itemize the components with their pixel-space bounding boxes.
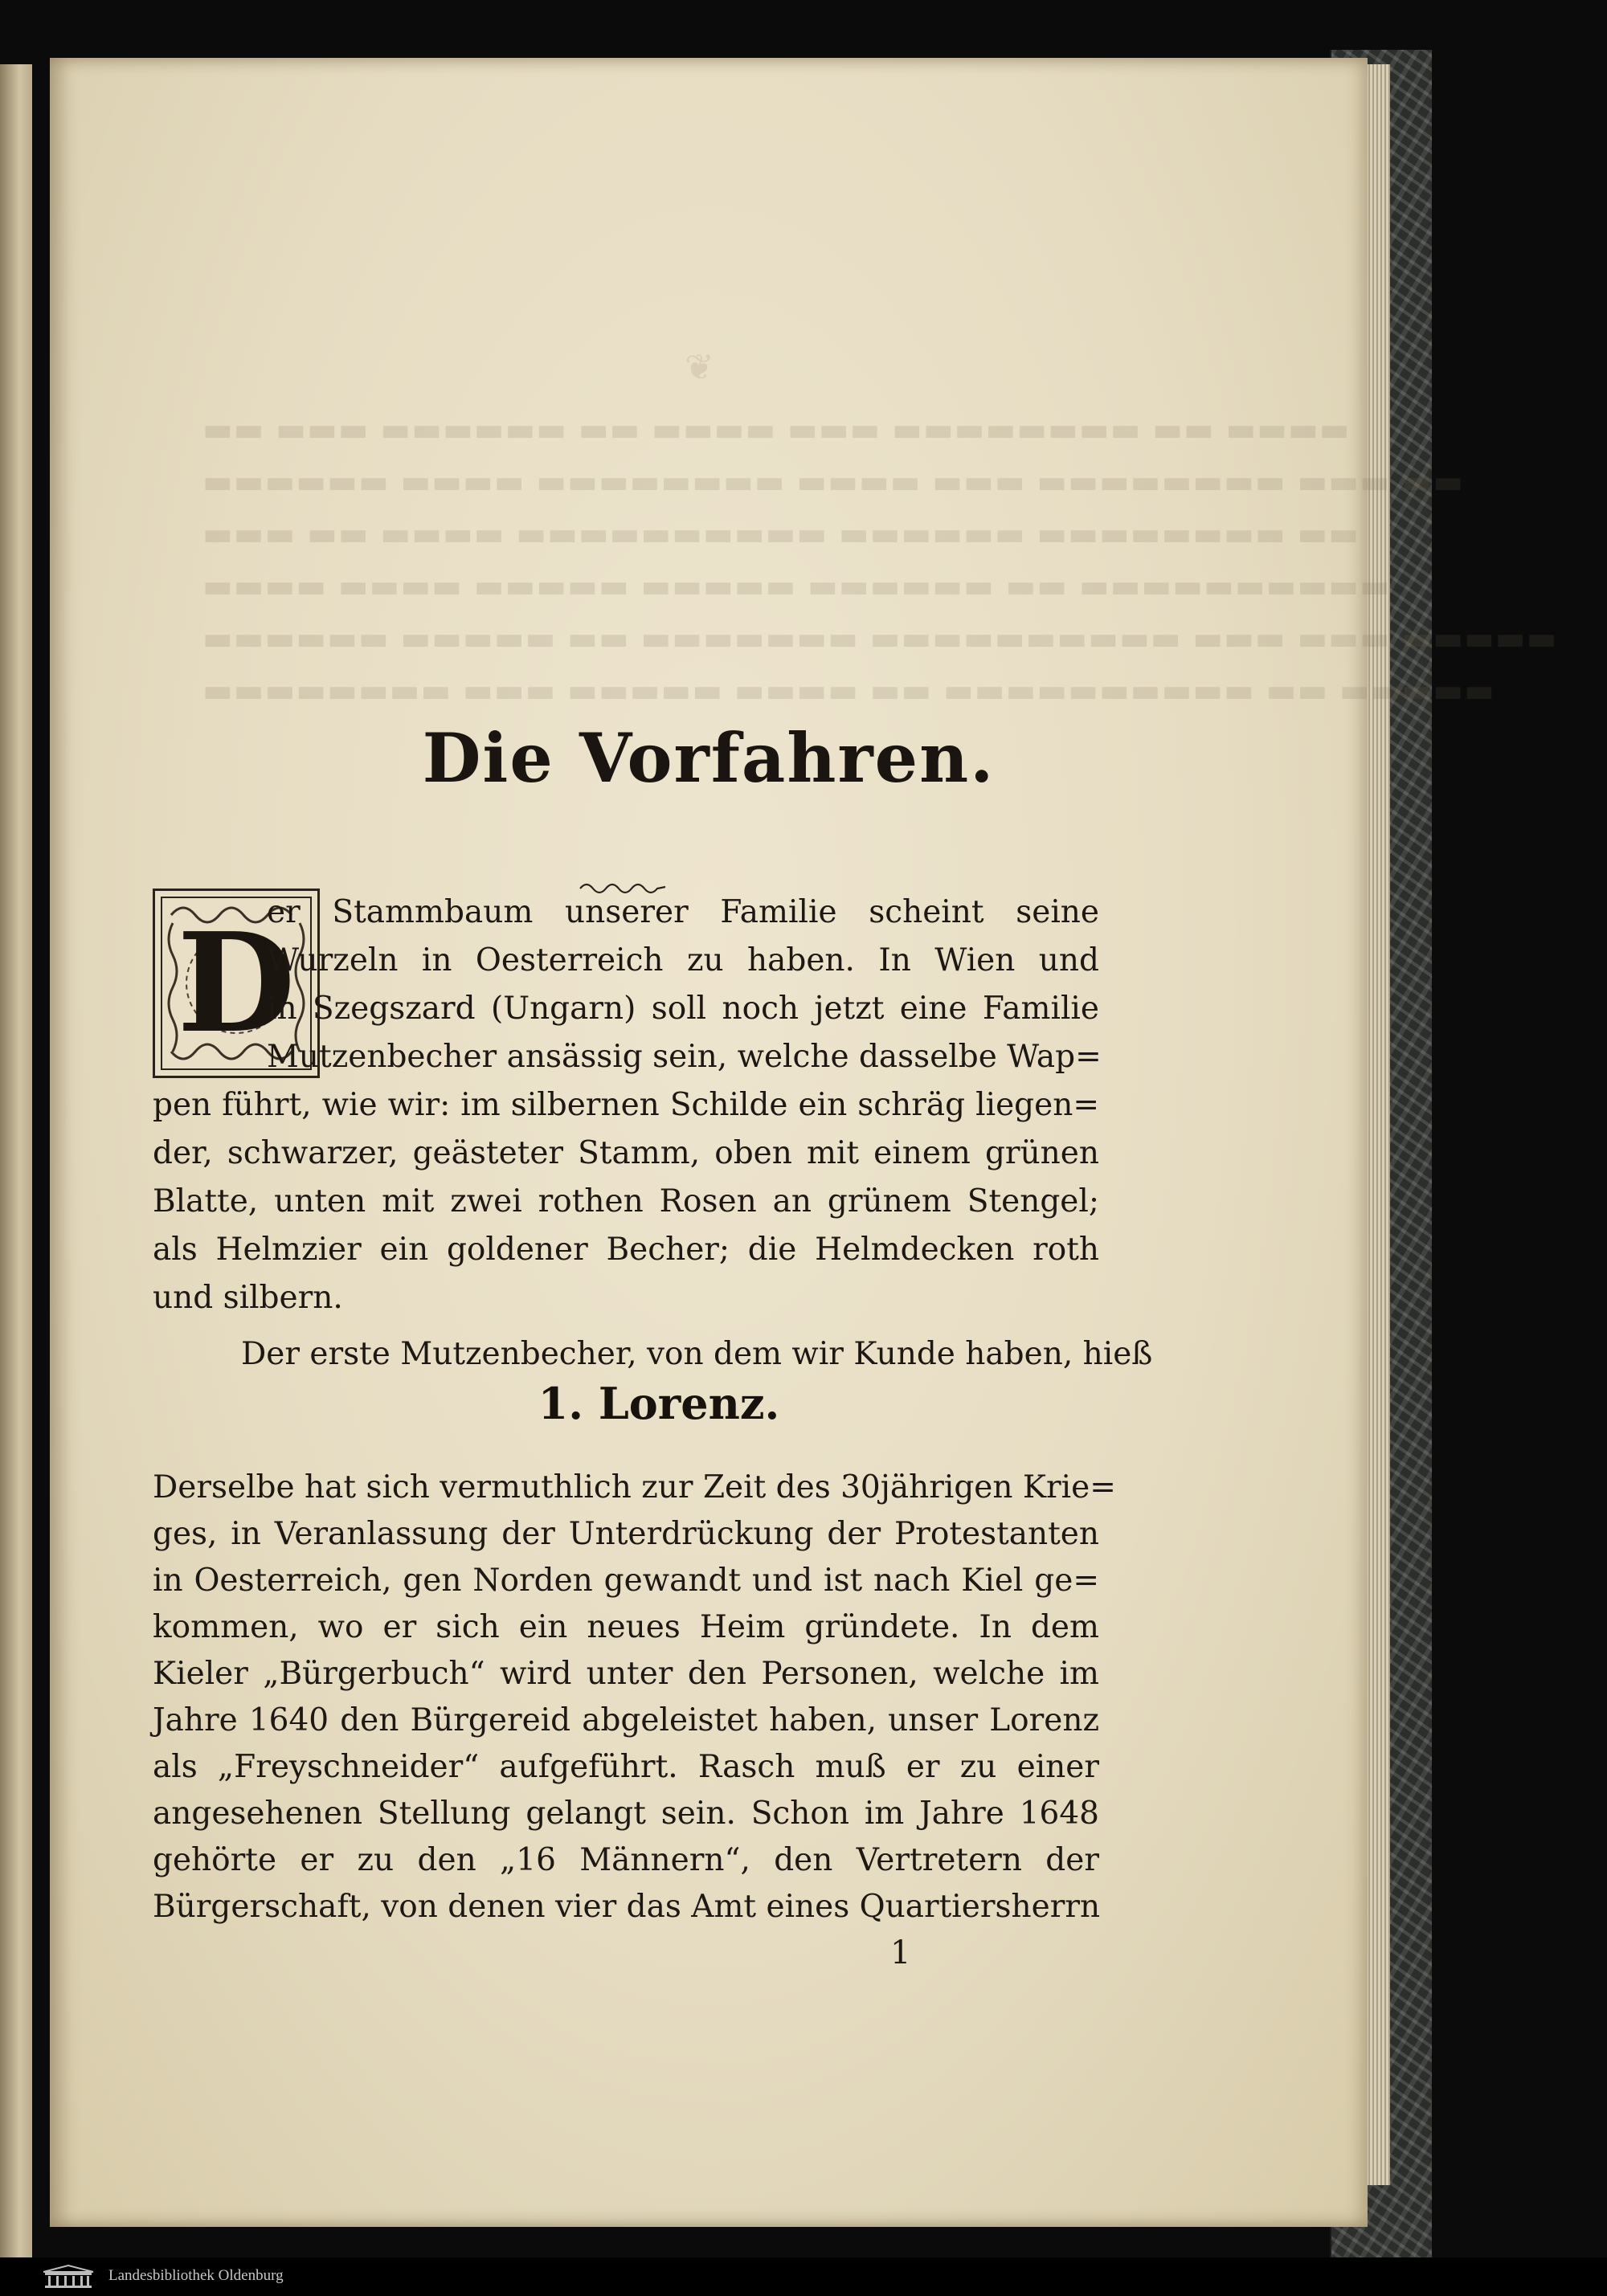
show-through-text: ▬▬ ▬▬▬ ▬▬▬▬▬▬ ▬▬ ▬▬▬▬ ▬▬▬ ▬▬▬▬▬▬▬▬ ▬▬ ▬▬▬▬ xyxy=(202,411,1351,448)
show-through-text: ▬▬▬▬ ▬▬▬▬ ▬▬▬▬▬ ▬▬▬▬▬ ▬▬▬▬▬▬ ▬▬ ▬▬▬▬▬▬▬▬▬▬ xyxy=(202,568,1391,605)
text-line: als „Freyschneider“ aufgeführt. Rasch muß er zu einer xyxy=(153,1749,1099,1785)
text-line: der, schwarzer, geästeter Stamm, oben mit einem grünen xyxy=(153,1135,1099,1171)
text-line: Bürgerschaft, von denen vier das Amt eines Quartiersherrn xyxy=(153,1889,1101,1925)
page-number: 1 xyxy=(890,1934,911,1971)
text-line: Der erste Mutzenbecher, von dem wir Kunde haben, hieß xyxy=(241,1336,1153,1372)
left-page-edge xyxy=(0,64,32,2257)
text-line: und silbern. xyxy=(153,1280,343,1316)
text-line: er Stammbaum unserer Familie scheint seine xyxy=(267,894,1099,930)
library-footer xyxy=(0,2257,1607,2296)
text-line: kommen, wo er sich ein neues Heim gründete. In dem xyxy=(153,1609,1099,1645)
text-line: Mutzenbecher ansässig sein, welche dasselbe Wap= xyxy=(267,1039,1102,1075)
text-line: Wurzeln in Oesterreich zu haben. In Wien und xyxy=(267,942,1099,978)
text-line: gehörte er zu den „16 Männern“, den Vertretern der xyxy=(153,1842,1099,1878)
show-through-page-number: ❦ xyxy=(685,347,714,388)
text-line: pen führt, wie wir: im silbernen Schilde ein schräg liegen= xyxy=(153,1087,1099,1123)
text-line: Jahre 1640 den Bürgereid abgeleistet haben, unser Lorenz xyxy=(153,1702,1099,1738)
library-building-icon xyxy=(40,2264,96,2290)
show-through-text: ▬▬▬ ▬▬ ▬▬▬▬ ▬▬▬▬▬▬▬▬▬▬ ▬▬▬▬▬▬ ▬▬▬▬▬▬▬▬ ▬▬ xyxy=(202,516,1360,553)
page-title: Die Vorfahren. xyxy=(422,718,996,798)
initial-letter: D xyxy=(177,903,296,1064)
section-heading: 1. Lorenz. xyxy=(538,1378,780,1429)
show-through-text: ▬▬▬▬▬▬ ▬▬▬▬ ▬▬▬▬▬▬▬▬ ▬▬▬▬ ▬▬▬ ▬▬▬▬▬▬▬▬ ▬▬▬ ▬▬ xyxy=(202,464,1465,500)
text-line: Kieler „Bürgerbuch“ wird unter den Personen, welche im xyxy=(153,1656,1099,1692)
text-line: Derselbe hat sich vermuthlich zur Zeit des 30jährigen Krie= xyxy=(153,1469,1116,1505)
text-line: in Oesterreich, gen Norden gewandt und ist nach Kiel ge= xyxy=(153,1563,1099,1599)
text-line: als Helmzier ein goldener Becher; die Helmdecken roth xyxy=(153,1232,1099,1268)
library-name: Landesbibliothek Oldenburg xyxy=(108,2267,284,2284)
text-line: Blatte, unten mit zwei rothen Rosen an grünem Stengel; xyxy=(153,1183,1099,1219)
text-line: angesehenen Stellung gelangt sein. Schon im Jahre 1648 xyxy=(153,1796,1099,1832)
show-through-text: ▬▬▬▬▬▬▬▬ ▬▬▬ ▬▬▬▬▬ ▬▬▬▬ ▬▬ ▬▬▬▬▬▬▬▬▬▬ ▬▬ ▬▬▬▬▬ xyxy=(202,672,1495,709)
text-line: ges, in Veranlassung der Unterdrückung der Protestanten xyxy=(153,1516,1099,1552)
text-line: in Szegszard (Ungarn) soll noch jetzt eine Familie xyxy=(267,991,1099,1027)
show-through-text: ▬▬▬▬▬▬ ▬▬▬▬▬ ▬▬ ▬▬▬▬▬▬▬ ▬▬▬▬▬▬▬▬▬▬ ▬▬▬ ▬▬▬ ▬▬▬▬▬ xyxy=(202,620,1558,657)
